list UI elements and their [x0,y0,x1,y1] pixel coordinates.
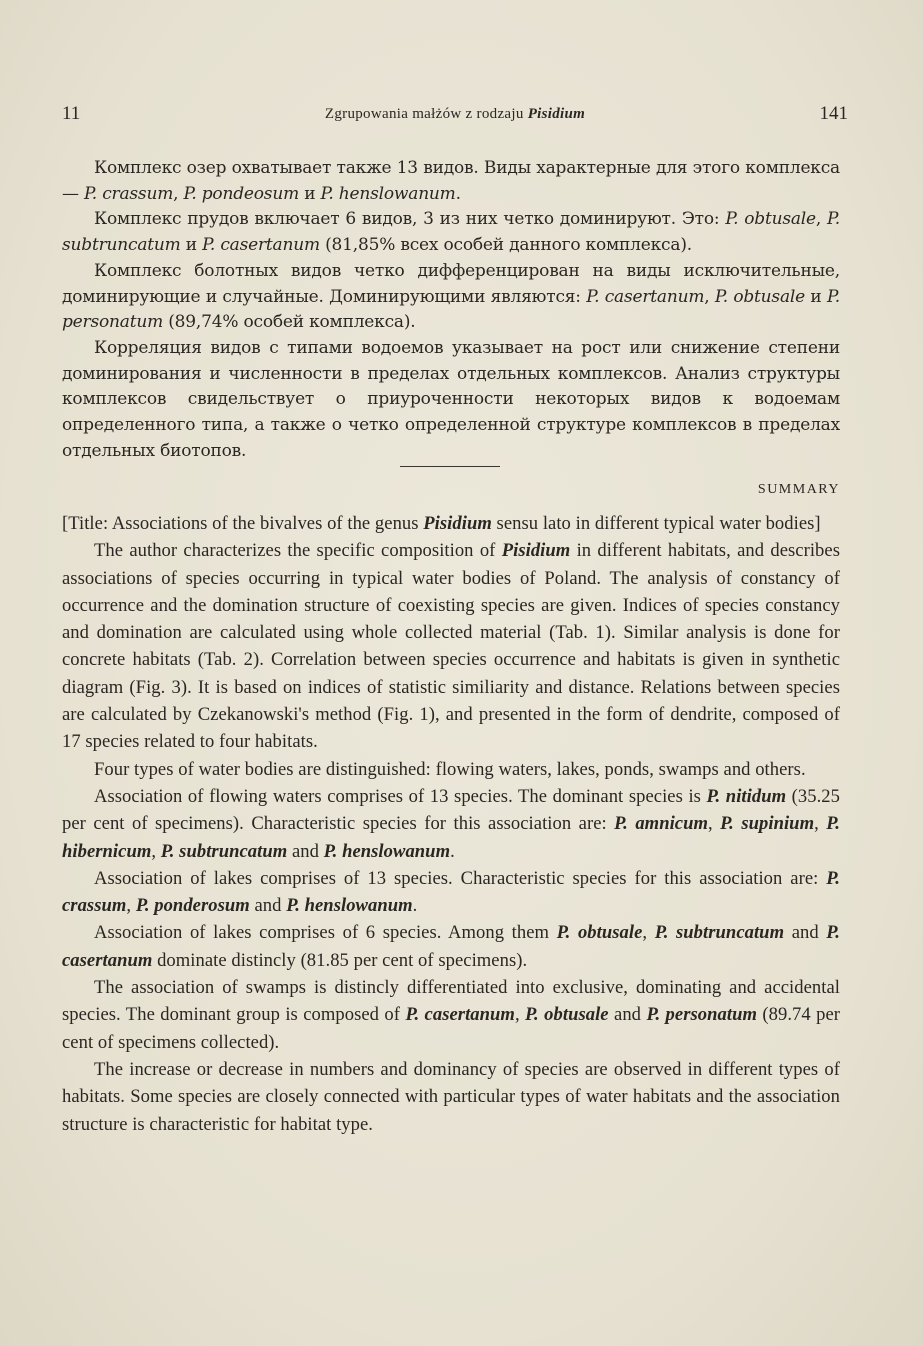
ru-paragraph [62,156,840,207]
text-span: (89.74 per cent of specimens collected). [62,1004,841,1053]
species-name: P. henslowanum [320,183,456,204]
text-span: Комплекс прудов включает 6 видов, 3 из них четко доминируют. Это: [94,209,726,230]
ru-paragraph [62,207,840,258]
russian-text [62,156,840,464]
page-number-right: 141 [819,103,848,124]
page-number-left: 11 [62,103,81,124]
en-paragraph [62,865,840,920]
text-span: и [805,286,827,307]
en-paragraph: The increase or decrease in numbers and dominancy of species are observed in different types of habitats. Some species are closely connected with particular types of water habitats and the association structure is characteristic for habitat type. [62,1058,840,1135]
text-span: and [287,840,324,862]
species-name: P. casertanum [405,1004,515,1026]
species-name: P. henslowanum [286,895,413,917]
summary-title [62,510,840,537]
running-title-text: Zgrupowania małżów z rodzaju [324,106,528,122]
species-name: P. obtusale [525,1004,609,1026]
text-span: и [180,235,203,256]
text-span: sensu lato in different typical water bodies] [491,513,821,534]
species-name: P. casertanum [202,235,320,256]
text-span: , [704,286,715,307]
species-name: P. crassum [84,183,174,204]
text-span: . [412,895,418,917]
species-name: P. obtusale [556,922,643,944]
text-span: Association of flowing waters comprises of 13 species. The dominant species is [94,785,707,807]
running-title-genus: Pisidium [527,106,586,122]
text-span: The author characterizes the specific composition of [94,540,502,562]
text-span: Association of lakes comprises of 13 species. Characteristic species for this association are: [94,867,827,889]
text-span: Комплекс озер охватывает также 13 видов. Виды характерные для этого комплекса — [62,158,840,204]
text-span: , [708,813,721,835]
species-name: P. subtruncatum [62,209,840,256]
en-paragraph [62,919,840,974]
text-span: Комплекс болотных видов четко дифференцирован на виды исключительные, доминирующие и случайные. Доминирующими являются: [62,260,840,307]
species-name: P. personatum [646,1004,757,1026]
text-span: , [151,840,161,862]
text-span: , [642,922,655,944]
text-span: in different habitats, and describes associations of species occurring in typical water bodies of Poland. The analysis of constancy of occurrence and the domination structure of coexisting species are given. Indices of species constancy and domination are calculated using whole collected material (Tab. 1). Similar analysis is done for concrete habitats (Tab. 2). Correlation between species occurrence and habitats is given in synthetic diagram (Fig. 3). It is based on indices of statistic similiarity and distance. Relations between species are calculated by Czekanowski's method (Fig. 1), and presented in the form of dendrite, composed of 17 species related to four habitats. [62,540,840,753]
running-title [62,102,848,126]
species-name: P. supinium [720,813,815,835]
section-divider [400,466,500,467]
text-span: , [814,813,827,835]
en-paragraph [62,974,840,1056]
text-span: , [173,183,184,204]
en-paragraph [62,783,840,865]
text-span: The association of swamps is distincly differentiated into exclusive, dominating and accidental species. The dominant group is composed of [62,977,840,1026]
species-name: P. subtruncatum [654,922,785,944]
summary-heading: SUMMARY [757,482,840,497]
species-name: P. nitidum [706,785,787,807]
species-name: P. casertanum [586,286,705,307]
species-name: P. crassum [62,867,840,917]
english-summary [62,510,840,1138]
species-name: Pisidium [423,513,492,534]
en-paragraph [62,537,840,755]
text-span: and [608,1004,647,1026]
text-span: , [514,1004,526,1026]
text-span: and [784,922,827,944]
ru-paragraph [62,259,840,336]
species-name: P. pondeosum [183,183,299,204]
species-name: P. henslowanum [323,840,451,862]
text-span: [Title: Associations of the bivalves of the genus [62,513,424,534]
text-span: and [249,895,287,917]
species-name: P. personatum [62,286,840,333]
species-name: P. hibernicum [62,813,840,862]
text-span: , [815,209,827,230]
en-paragraph: Four types of water bodies are distinguished: flowing waters, lakes, ponds, swamps and others. [94,758,806,780]
ru-paragraph: Корреляция видов с типами водоемов указывает на рост или снижение степени доминирования и численности в пределах отдельных комплексов. Анализ структуры комплексов свидельствует о приуроченности некоторых видов к водоемам определенного типа, а также о четко определенной структуре комплексов в пределах отдельных биотопов. [62,337,840,461]
text-span: Association of lakes comprises of 6 species. Among them [94,922,557,944]
text-span: dominate distincly (81.85 per cent of specimens). [152,949,528,971]
species-name: P. ponderosum [135,895,250,917]
species-name: P. obtusale [725,209,816,230]
species-name: P. obtusale [714,286,805,307]
species-name: P. amnicum [614,813,709,835]
text-span: (89,74% особей комплекса). [163,312,416,333]
text-span: . [455,183,461,204]
species-name: P. subtruncatum [160,840,288,862]
text-span: , [126,895,136,917]
species-name: Pisidium [501,540,571,562]
species-name: P. casertanum [62,922,840,971]
text-span: (35.25 per cent of specimens). Characteristic species for this association are: [62,785,841,835]
text-span: (81,85% всех особей данного комплекса). [319,235,692,256]
text-span: . [450,840,455,862]
text-span: и [299,183,321,204]
